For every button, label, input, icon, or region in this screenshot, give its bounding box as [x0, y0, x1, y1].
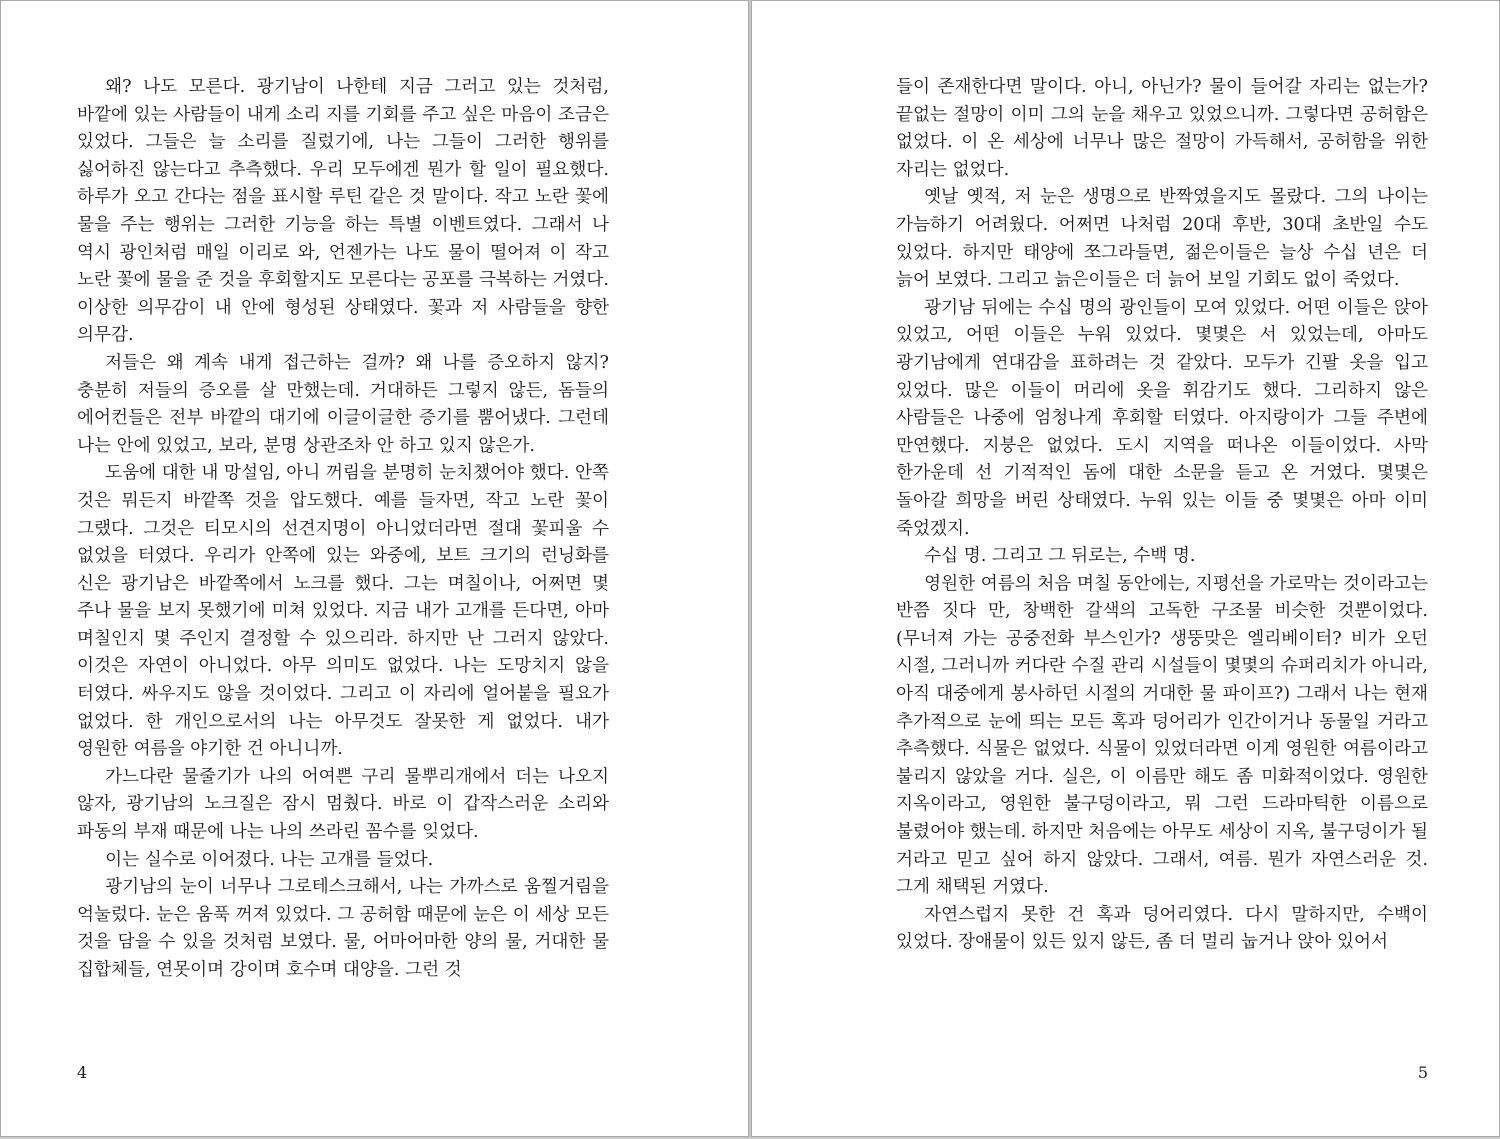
- paragraph: 수십 명. 그리고 그 뒤로는, 수백 명.: [924, 546, 1196, 567]
- right-page-body: [896, 74, 1428, 957]
- page-number: 4: [77, 1063, 88, 1082]
- paragraph: 도움에 대한 내 망설임, 아니 꺼림을 분명히 눈치챘어야 했다. 안쪽 것은 뭐든지 바깥쪽 것을 압도했다. 예를 들자면, 작고 노란 꽃이 그랬다. 그것은 티모시의 선견지명이 아니었더라면 절대 꽃피울 수 없었을 터였다. 우리가 안쪽에 있는 와중에, 보트 크기의 런닝화를 신은 광기남은 바깥쪽에서 노크를 했다. 그는 며칠이나, 어쩌면 몇 주나 물을 보지 못했기에 미쳐 있었다. 지금 내가 고개를 든다면, 아마 며칠인지 몇 주인지 결정할 수 있으리라. 하지만 난 그러지 않았다. 이것은 자연이 아니었다. 아무 의미도 없었다. 나는 도망치지 않을 터였다. 싸우지도 않을 것이었다. 그리고 이 자리에 얼어붙을 필요가 없었다. 한 개인으로서의 나는 아무것도 잘못한 게 없었다. 내가 영원한 여름을 야기한 건 아니니까.: [77, 463, 609, 760]
- paragraph: 가느다란 물줄기가 나의 어여쁜 구리 물뿌리개에서 더는 나오지 않자, 광기남의 노크질은 잠시 멈췄다. 바로 이 갑작스러운 소리와 파동의 부재 때문에 나는 나의 쓰라린 꼼수를 잊었다.: [77, 766, 609, 843]
- paragraph: 이는 실수로 이어졌다. 나는 고개를 들었다.: [105, 849, 434, 870]
- paragraph: 옛날 옛적, 저 눈은 생명으로 반짝였을지도 몰랐다. 그의 나이는 가늠하기 어려웠다. 어쩌면 나처럼 20대 후반, 30대 초반일 수도 있었다. 하지만 태양에 쪼그라들면, 젊은이들은 늘상 수십 년은 더 늙어 보였다. 그리고 늙은이들은 더 늙어 보일 기회도 없이 죽었다.: [896, 187, 1428, 291]
- paragraph-continued: 들이 존재한다면 말이다. 아니, 아닌가? 물이 들어갈 자리는 없는가? 끝없는 절망이 이미 그의 눈을 채우고 있었으니까. 그렇다면 공허함은 없었다. 이 온 세상에 너무나 많은 절망이 가득해서, 공허함을 위한 자리는 없었다.: [896, 77, 1428, 180]
- paragraph: 왜? 나도 모른다. 광기남이 나한테 지금 그러고 있는 것처럼, 바깥에 있는 사람들이 내게 소리 지를 기회를 주고 싶은 마음이 조금은 있었다. 그들은 늘 소리를 질렀기에, 나는 그들이 그러한 행위를 싫어하진 않는다고 추측했다. 우리 모두에겐 뭔가 할 일이 필요했다. 하루가 오고 간다는 점을 표시할 루틴 같은 것 말이다. 작고 노란 꽃에 물을 주는 행위는 그러한 기능을 하는 특별 이벤트였다. 그래서 나 역시 광인처럼 매일 이리로 와, 언젠가는 나도 물이 떨어져 이 작고 노란 꽃에 물을 준 것을 후회할지도 모른다는 공포를 극복하는 거였다. 이상한 의무감이 내 안에 형성된 상태였다. 꽃과 저 사람들을 향한 의무감.: [77, 77, 609, 346]
- right-page: [751, 0, 1500, 1137]
- paragraph: 광기남의 눈이 너무나 그로테스크해서, 나는 가까스로 움찔거림을 억눌렀다. 눈은 움푹 꺼져 있었다. 그 공허함 때문에 눈은 이 세상 모든 것을 담을 수 있을 것처럼 보였다. 물, 어마어마한 양의 물, 거대한 물 집합체들, 연못이며 강이며 호수며 대양을. 그런 것: [77, 877, 609, 980]
- paragraph: 자연스럽지 못한 건 혹과 덩어리였다. 다시 말하지만, 수백이 있었다. 장애물이 있든 있지 않든, 좀 더 멀리 눕거나 앉아 있어서: [896, 904, 1428, 953]
- page-number: 5: [1417, 1063, 1428, 1082]
- paragraph: 영원한 여름의 처음 며칠 동안에는, 지평선을 가로막는 것이라고는 반쯤 짓다 만, 창백한 갈색의 고독한 구조물 비슷한 것뿐이었다. (무너져 가는 공중전화 부스인가? 생뚱맞은 엘리베이터? 비가 오던 시절, 그러니까 커다란 수질 관리 시설들이 몇몇의 슈퍼리치가 아니라, 아직 대중에게 봉사하던 시절의 거대한 물 파이프?) 그래서 나는 현재 추가적으로 눈에 띄는 모든 혹과 덩어리가 인간이거나 동물일 거라고 추측했다. 식물은 없었다. 식물이 있었더라면 이게 영원한 여름이라고 불리지 않았을 거다. 실은, 이 이름만 해도 좀 미화적이었다. 영원한 지옥이라고, 영원한 불구덩이라고, 뭐 그런 드라마틱한 이름으로 불렸어야 했는데. 하지만 처음에는 아무도 세상이 지옥, 불구덩이가 될 거라고 믿고 싶어 하지 않았다. 그래서, 여름. 뭔가 자연스러운 것. 그게 채택된 거였다.: [896, 573, 1428, 898]
- paragraph: 저들은 왜 계속 내게 접근하는 걸까? 왜 나를 증오하지 않지? 충분히 저들의 증오를 살 만했는데. 거대하든 그렇지 않든, 돔들의 에어컨들은 전부 바깥의 대기에 이글이글한 증기를 뿜어냈다. 그런데 나는 안에 있었고, 보라, 분명 상관조차 안 하고 있지 않은가.: [77, 352, 609, 456]
- left-page-body: [77, 74, 609, 985]
- left-page: [0, 0, 749, 1137]
- paragraph: 광기남 뒤에는 수십 명의 광인들이 모여 있었다. 어떤 이들은 앉아 있었고, 어떤 이들은 누워 있었다. 몇몇은 서 있었는데, 아마도 광기남에게 연대감을 표하려는 것 같았다. 모두가 긴팔 옷을 입고 있었다. 많은 이들이 머리에 옷을 휘감기도 했다. 그리하지 않은 사람들은 나중에 엄청나게 후회할 터였다. 아지랑이가 그들 주변에 만연했다. 지붕은 없었다. 도시 지역을 떠나온 이들이었다. 사막 한가운데 선 기적적인 돔에 대한 소문을 듣고 온 거였다. 몇몇은 돌아갈 희망을 버린 상태였다. 누워 있는 이들 중 몇몇은 아마 이미 죽었겠지.: [896, 297, 1428, 539]
